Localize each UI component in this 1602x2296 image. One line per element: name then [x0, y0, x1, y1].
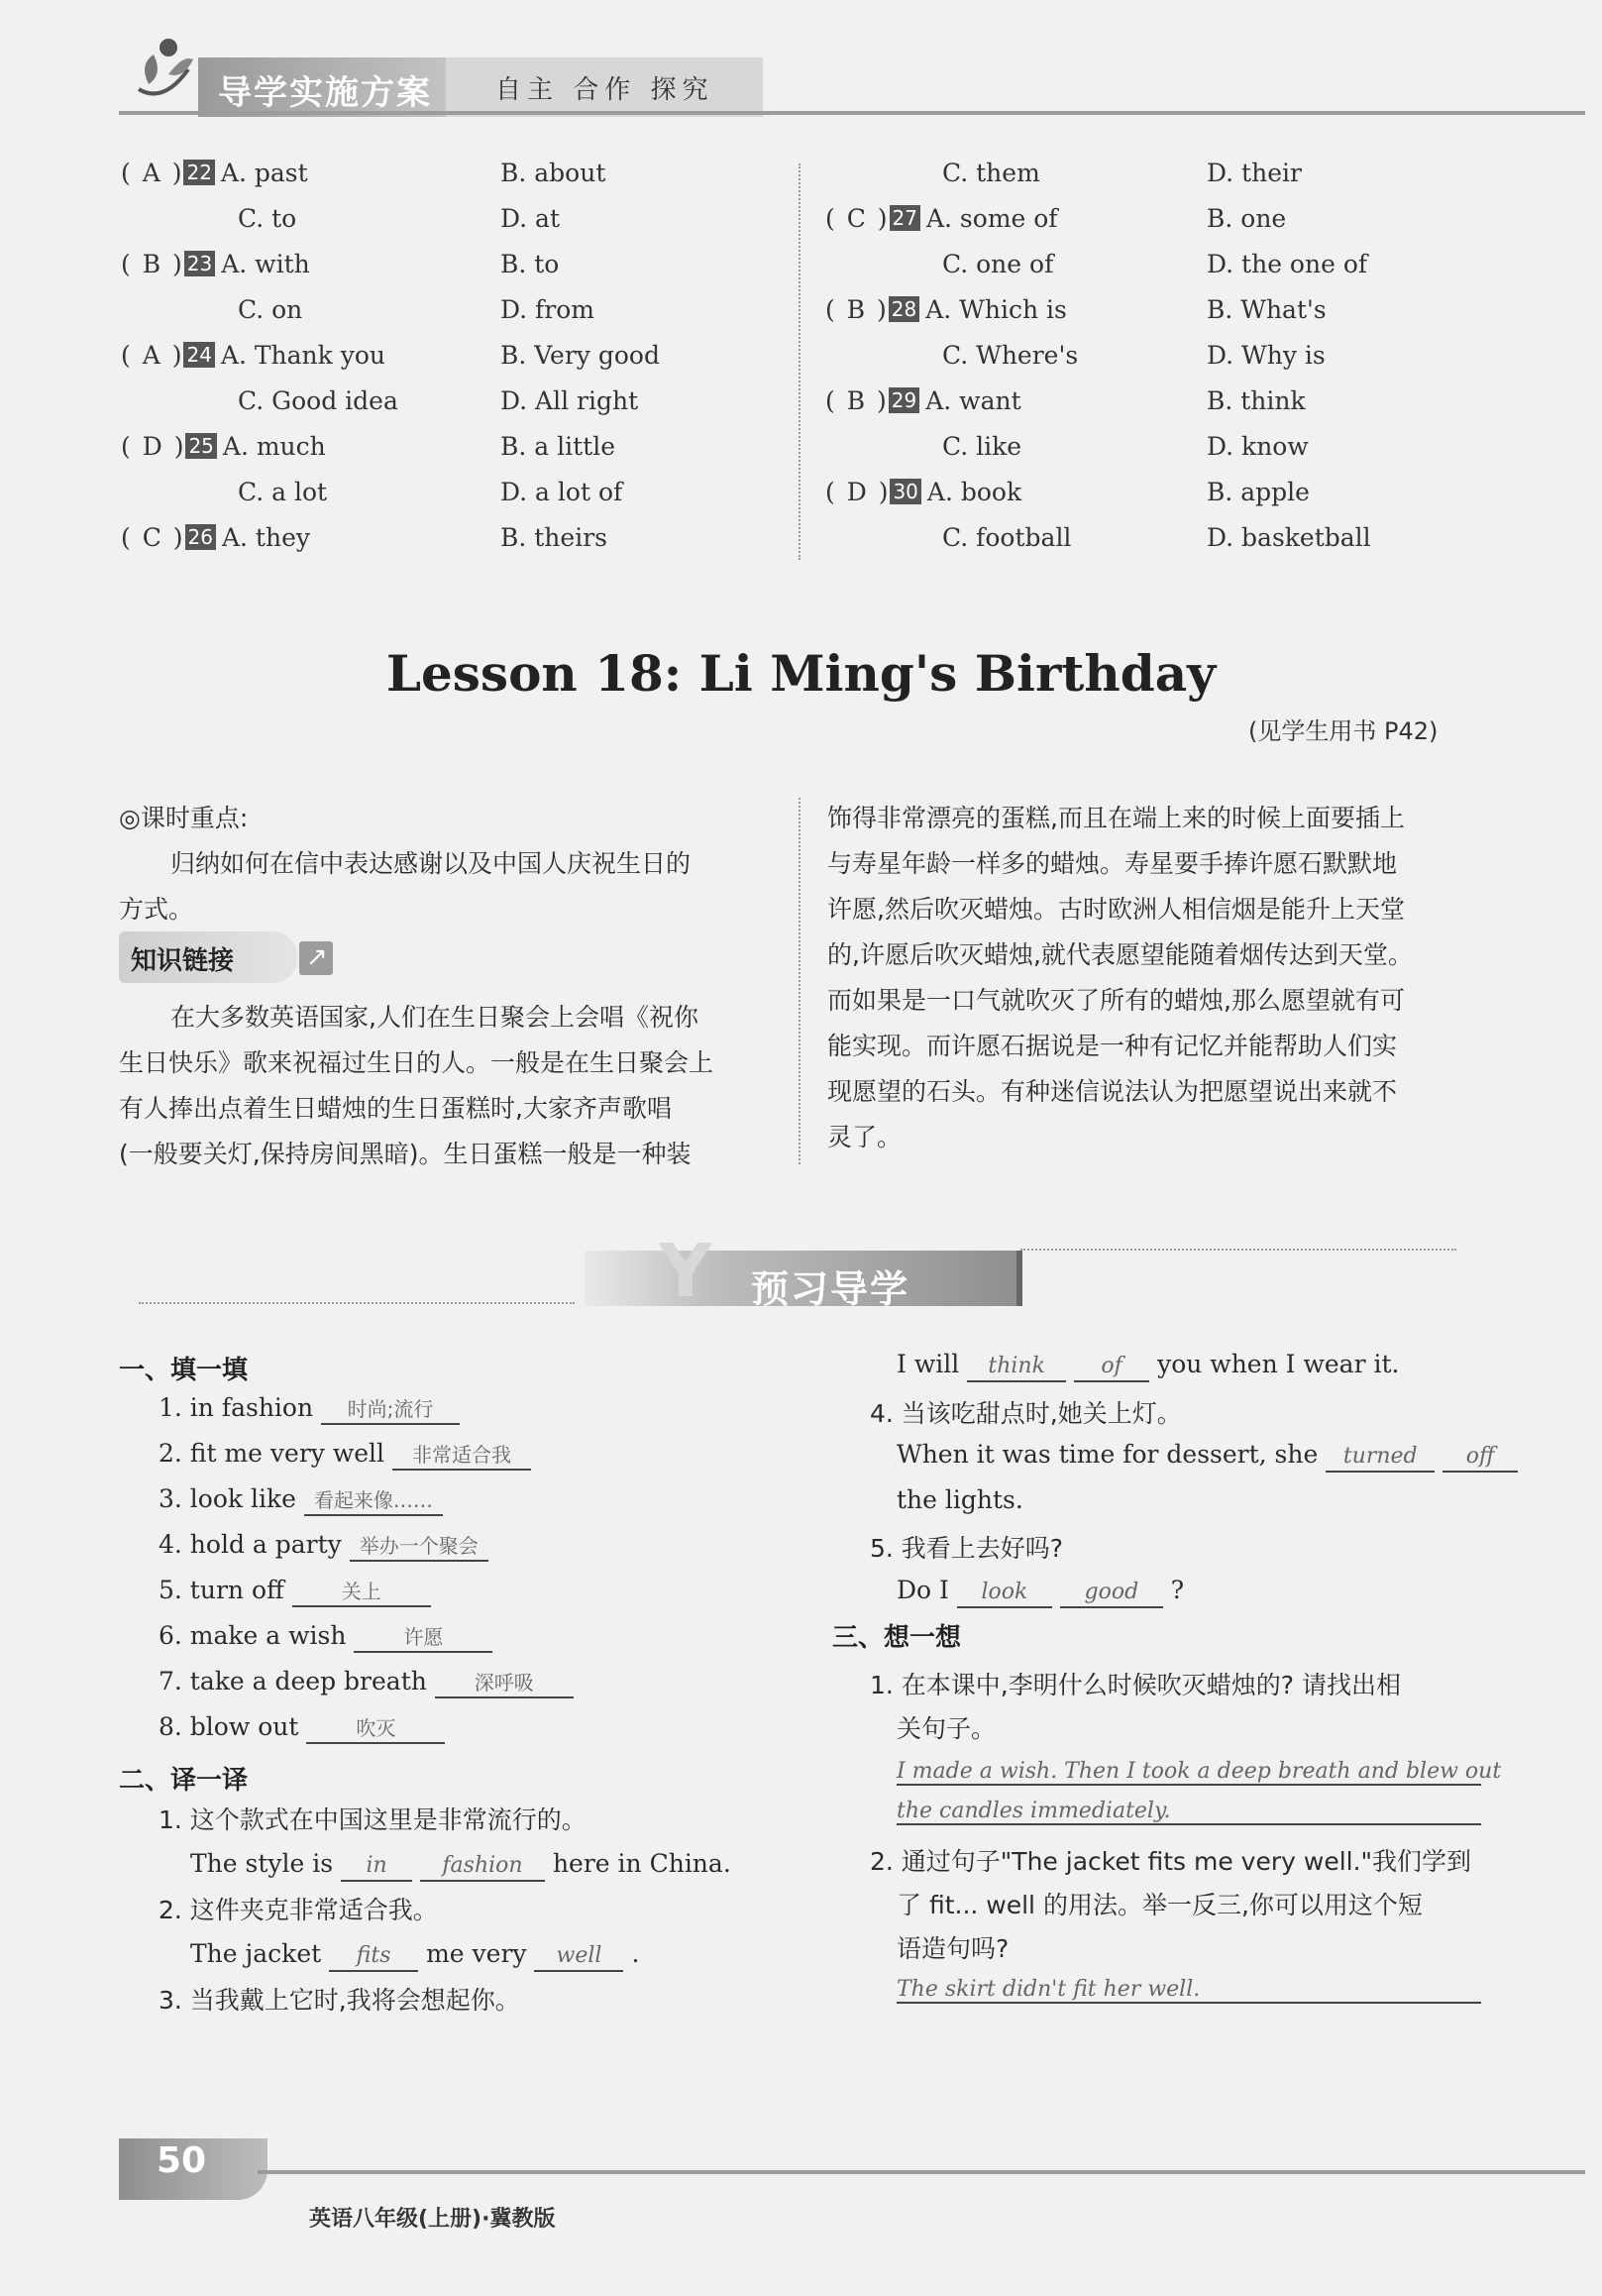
- s4-text-a: When it was time for dessert, she: [897, 1440, 1319, 1469]
- fill-heading: 一、填一填: [119, 1356, 249, 1385]
- paragraph-line: 现愿望的石头。有种迷信说法认为把愿望说出来就不: [827, 1077, 1398, 1106]
- translate-s3: [897, 1350, 1399, 1382]
- s1-text-b: here in China.: [552, 1849, 731, 1878]
- option-a: A. they: [221, 523, 310, 552]
- fill-phrase: 6. make a wish: [159, 1621, 355, 1650]
- lesson-reference: (见学生用书 P42): [1248, 717, 1439, 745]
- s3-text-b: you when I wear it.: [1157, 1350, 1400, 1378]
- column-divider-middle: [799, 798, 801, 1164]
- answer-blank: off: [1442, 1443, 1518, 1473]
- option-a: A. book: [926, 478, 1022, 506]
- think-q2-line3: 语造句吗?: [897, 1934, 1010, 1963]
- focus-label: ◎课时重点:: [119, 804, 249, 832]
- banner-letter: Y: [659, 1229, 712, 1314]
- banner-title: 预习导学: [751, 1267, 910, 1311]
- option-c: C. to: [238, 204, 297, 233]
- answer-blank: fashion: [420, 1852, 545, 1882]
- answer-blank: in: [341, 1852, 412, 1882]
- translate-s1: [190, 1849, 731, 1882]
- banner-line-left: [139, 1302, 575, 1304]
- paragraph-line: 灵了。: [827, 1123, 903, 1151]
- answer-blank: look: [957, 1579, 1052, 1608]
- answer-blank: 关上: [292, 1578, 431, 1607]
- s1-text-a: The style is: [190, 1849, 334, 1878]
- answer-blank: of: [1074, 1353, 1149, 1382]
- option-b: B. apple: [1207, 478, 1310, 506]
- option-d: D. from: [500, 295, 595, 324]
- paragraph-line: 许愿,然后吹灭蜡烛。古时欧洲人相信烟是能升上天堂: [827, 895, 1405, 924]
- option-d: D. the one of: [1207, 250, 1368, 278]
- answer-blank: good: [1060, 1579, 1163, 1608]
- fill-phrase: 1. in fashion: [159, 1393, 322, 1422]
- question-number-badge: 24: [183, 342, 214, 368]
- answer-blank: 许愿: [354, 1623, 492, 1653]
- fill-phrase: 3. look like: [159, 1484, 304, 1513]
- s2-text-b: me very: [426, 1939, 527, 1968]
- option-a: A. past: [220, 159, 308, 187]
- paragraph-line: 生日快乐》歌来祝福过生日的人。一般是在生日聚会上: [119, 1048, 714, 1077]
- paragraph-line: 有人捧出点着生日蜡烛的生日蛋糕时,大家齐声歌唱: [119, 1094, 672, 1123]
- answer-blank: 深呼吸: [435, 1669, 574, 1698]
- paragraph-line: 而如果是一口气就吹灭了所有的蜡烛,那么愿望就有可: [827, 986, 1405, 1015]
- paragraph-line: 与寿星年龄一样多的蜡烛。寿星要手捧许愿石默默地: [827, 849, 1398, 878]
- lesson-title: Lesson 18: Li Ming's Birthday: [385, 644, 1217, 703]
- option-c: C. them: [942, 159, 1040, 187]
- fill-item: [159, 1530, 488, 1562]
- mcq-answer: ( A ): [121, 341, 184, 370]
- option-b: B. What's: [1207, 295, 1327, 324]
- option-c: C. Where's: [942, 341, 1079, 370]
- mcq-row: [825, 432, 1021, 461]
- leaf-logo-icon: [129, 30, 198, 109]
- option-b: B. Very good: [500, 341, 660, 370]
- translate-q1: 1. 这个款式在中国这里是非常流行的。: [159, 1805, 587, 1834]
- option-b: B. a little: [500, 432, 615, 461]
- think-q1-line2: 关句子。: [897, 1714, 997, 1743]
- page-header: [0, 0, 1602, 119]
- translate-q5: 5. 我看上去好吗?: [870, 1534, 1064, 1563]
- option-a: A. some of: [925, 204, 1058, 233]
- answer-blank: turned: [1326, 1443, 1435, 1473]
- footer-book-title: 英语八年级(上册)·冀教版: [309, 2207, 556, 2232]
- option-b: B. about: [500, 159, 606, 187]
- answer-blank: 看起来像……: [304, 1486, 443, 1516]
- fill-phrase: 5. turn off: [159, 1576, 292, 1604]
- option-d: D. basketball: [1207, 523, 1371, 552]
- mcq-row: [121, 386, 398, 415]
- answer-blank: 时尚;流行: [321, 1395, 460, 1425]
- s5-text-a: Do I: [897, 1576, 949, 1604]
- option-d: D. All right: [500, 386, 639, 415]
- fill-item: [159, 1576, 431, 1607]
- focus-line-1: 归纳如何在信中表达感谢以及中国人庆祝生日的: [170, 849, 692, 878]
- preview-banner: [0, 1229, 1602, 1314]
- fill-phrase: 8. blow out: [159, 1712, 307, 1741]
- mcq-answer: ( A ): [121, 159, 184, 187]
- question-number-badge: 29: [889, 387, 919, 413]
- think-heading: 三、想一想: [832, 1623, 962, 1653]
- question-number-badge: 28: [889, 296, 919, 322]
- banner-line-right: [1020, 1249, 1456, 1251]
- translate-s4: [897, 1440, 1518, 1473]
- s2-text-c: .: [631, 1939, 640, 1968]
- knowledge-link-tab: [119, 931, 297, 983]
- translate-s2: [190, 1939, 639, 1972]
- answer-blank: 非常适合我: [392, 1441, 531, 1471]
- paragraph-line: 饰得非常漂亮的蛋糕,而且在端上来的时候上面要插上: [827, 804, 1405, 832]
- header-tags: 自主 合作 探究: [495, 75, 714, 105]
- answer-blank: think: [967, 1353, 1066, 1382]
- mcq-row: [121, 204, 296, 233]
- s5-text-b: ?: [1170, 1576, 1185, 1604]
- mcq-row: [121, 432, 326, 461]
- option-a: A. with: [221, 250, 310, 278]
- answer-blank: 吹灭: [306, 1714, 445, 1744]
- banner-bar: [1016, 1251, 1022, 1306]
- mcq-row: [121, 341, 385, 370]
- arrow-pin-icon: [299, 941, 333, 975]
- mcq-row: [121, 478, 327, 506]
- mcq-answer: ( C ): [825, 204, 890, 233]
- option-d: D. their: [1207, 159, 1302, 187]
- translate-q4: 4. 当该吃甜点时,她关上灯。: [870, 1399, 1182, 1428]
- option-b: B. to: [500, 250, 560, 278]
- option-a: A. Thank you: [220, 341, 386, 370]
- mcq-answer: ( D ): [825, 478, 891, 506]
- think-q1-line1: 1. 在本课中,李明什么时候吹灭蜡烛的? 请找出相: [870, 1671, 1401, 1699]
- s2-text-a: The jacket: [190, 1939, 322, 1968]
- header-title: 导学实施方案: [218, 73, 432, 113]
- option-a: A. want: [925, 386, 1021, 415]
- mcq-row: [825, 250, 1053, 278]
- option-d: D. know: [1207, 432, 1309, 461]
- option-c: C. one of: [942, 250, 1054, 278]
- fill-item: [159, 1484, 443, 1516]
- mcq-answer: ( C ): [121, 523, 185, 552]
- focus-line-2: 方式。: [119, 895, 194, 924]
- knowledge-link-label: 知识链接: [131, 946, 235, 976]
- option-b: B. one: [1207, 204, 1287, 233]
- fill-item: [159, 1712, 445, 1744]
- paragraph-line: (一般要关灯,保持房间黑暗)。生日蛋糕一般是一种装: [119, 1140, 692, 1168]
- mcq-answer: ( D ): [121, 432, 186, 461]
- fill-item: [159, 1393, 460, 1425]
- s3-text-a: I will: [897, 1350, 960, 1378]
- fill-phrase: 4. hold a party: [159, 1530, 350, 1559]
- option-d: D. at: [500, 204, 560, 233]
- translate-s5: [897, 1576, 1184, 1608]
- option-d: D. a lot of: [500, 478, 623, 506]
- column-divider: [799, 164, 801, 560]
- think-a2: The skirt didn't fit her well.: [897, 1977, 1481, 2004]
- answer-blank: well: [534, 1942, 623, 1972]
- mcq-row: [825, 204, 1058, 233]
- option-c: C. on: [238, 295, 303, 324]
- answer-blank: 举办一个聚会: [350, 1532, 488, 1562]
- think-q2-line2: 了 fit... well 的用法。举一反三,你可以用这个短: [897, 1891, 1423, 1919]
- question-number-badge: 30: [890, 479, 920, 504]
- fill-item: [159, 1621, 492, 1653]
- mcq-row: [121, 250, 310, 278]
- option-c: C. Good idea: [238, 386, 398, 415]
- mcq-row: [825, 341, 1078, 370]
- mcq-answer: ( B ): [825, 295, 889, 324]
- footer-rule: [258, 2170, 1585, 2174]
- page-number: 50: [157, 2140, 207, 2181]
- mcq-row: [825, 386, 1021, 415]
- mcq-row: [825, 523, 1071, 552]
- question-number-badge: 26: [185, 524, 216, 550]
- option-a: A. much: [222, 432, 326, 461]
- think-a1-line1: I made a wish. Then I took a deep breath and blew out: [897, 1759, 1502, 1784]
- option-c: C. like: [942, 432, 1022, 461]
- mcq-answer: ( B ): [121, 250, 184, 278]
- mcq-row: [121, 523, 310, 552]
- option-c: C. a lot: [238, 478, 328, 506]
- fill-item: [159, 1439, 531, 1471]
- translate-heading: 二、译一译: [119, 1766, 249, 1796]
- option-c: C. football: [942, 523, 1072, 552]
- question-number-badge: 22: [183, 160, 214, 185]
- paragraph-line: 在大多数英语国家,人们在生日聚会上会唱《祝你: [170, 1003, 698, 1032]
- mcq-row: [121, 295, 302, 324]
- answer-blank: fits: [329, 1942, 418, 1972]
- fill-item: [159, 1667, 574, 1698]
- option-b: B. think: [1207, 386, 1306, 415]
- option-a: A. Which is: [925, 295, 1067, 324]
- option-d: D. Why is: [1207, 341, 1326, 370]
- mcq-row: [825, 478, 1021, 506]
- mcq-row: [825, 295, 1067, 324]
- mcq-row: [121, 159, 308, 187]
- mcq-row: [825, 159, 1040, 187]
- translate-q2: 2. 这件夹克非常适合我。: [159, 1896, 438, 1924]
- question-number-badge: 27: [890, 205, 920, 231]
- option-b: B. theirs: [500, 523, 607, 552]
- translate-s4-cont: the lights.: [897, 1485, 1023, 1514]
- think-a1-line2: the candles immediately.: [897, 1799, 1481, 1825]
- fill-phrase: 7. take a deep breath: [159, 1667, 435, 1695]
- paragraph-line: 能实现。而许愿石据说是一种有记忆并能帮助人们实: [827, 1032, 1398, 1060]
- question-number-badge: 25: [185, 433, 216, 459]
- think-q2-line1: 2. 通过句子"The jacket fits me very well."我们学到: [870, 1847, 1472, 1876]
- translate-q3: 3. 当我戴上它时,我将会想起你。: [159, 1986, 520, 2015]
- fill-phrase: 2. fit me very well: [159, 1439, 392, 1468]
- mcq-answer: ( B ): [825, 386, 889, 415]
- question-number-badge: 23: [184, 251, 215, 276]
- paragraph-line: 的,许愿后吹灭蜡烛,就代表愿望能随着烟传达到天堂。: [827, 940, 1413, 969]
